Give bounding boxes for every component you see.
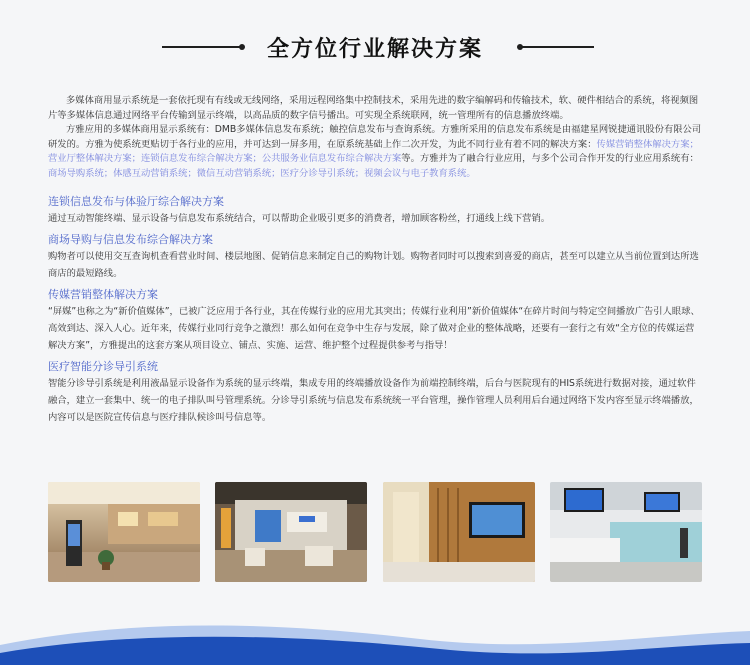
showroom-photo bbox=[215, 482, 367, 582]
section-chain-store bbox=[48, 193, 702, 227]
section-body: “屏媒”也称之为“新价值媒体”，已被广泛应用于各行业，其在传媒行业的应用尤其突出；传媒行业利用”新价值媒体“在碎片时间与特定空间播放广告引人眼球、高效到达、深入人心。近年来，传媒行业同行竞争之激烈！那么如何在竞争中生存与发展，除了做对企业的整体战略，还要有一套行之有效“全方位的传媒运营解决方案”，方雅提出的这套方案从项目设立、铺点、实施、运营、维护整个过程提供参考与指导！ bbox=[48, 306, 700, 351]
section-heading: 医疗智能分诊导引系统 bbox=[48, 360, 158, 373]
footer-wave bbox=[0, 605, 750, 665]
section-heading: 连锁信息发布与体验厅综合解决方案 bbox=[48, 195, 224, 208]
section-medical-guide bbox=[48, 358, 702, 426]
section-mall-guide bbox=[48, 231, 702, 282]
section-media-marketing bbox=[48, 286, 702, 354]
intro-text-b: 等。方雅并为了融合行业应用，与多个公司合作开发的行业应用系统有： bbox=[401, 153, 699, 164]
intro-text-a: 方雅应用的多媒体商用显示系统有：DMB多媒体信息发布系统；触控信息发布与查询系统。方雅所采用的信息发布系统是由福建星网锐捷通讯股份有限公司研发的。方雅为使系统更贴切于各行业的应用，并可达到一屏多用，在原系统基础上作二次开发，为此不同行业有着不同的解决方案： bbox=[48, 124, 702, 150]
mall-photo bbox=[48, 482, 200, 582]
title-decoration-right bbox=[520, 46, 594, 48]
store-photo bbox=[383, 482, 535, 582]
section-body: 智能分诊导引系统是利用液晶显示设备作为系统的显示终端，集成专用的终端播放设备作为前端控制终端，后台与医院现有的HIS系统进行数据对接，通过软件融合，建立一套集中、统一的电子排队叫号管理系统。分诊导引系统与信息发布系统统一平台管理，操作管理人员利用后台通过网络下发内容至显示终端播放，内容可以是医院宣传信息与医疗排队候诊叫号信息等。 bbox=[48, 378, 699, 423]
intro-paragraph-1: 多媒体商用显示系统是一套依托现有有线或无线网络，采用远程网络集中控制技术，采用先进的数字编解码和传输技术，软、硬件相结合的系统，将视频图片等多媒体信息通过网络平台传输到显示终端，以高品质的数字信号播出。可实现全系统联网，统一管理所有的信息播放终端。 bbox=[48, 95, 699, 121]
title-bar bbox=[0, 32, 750, 72]
intro-highlight-solutions: 传媒营销整体解决方案；营业厅整体解决方案；连锁信息发布综合解决方案；公共服务业信息发布综合解决方案 bbox=[48, 138, 699, 164]
section-body: 购物者可以使用交互查询机查看营业时间、楼层地图、促销信息来制定自己的购物计划。购物者同时可以搜索到喜爱的商店，甚至可以建立从当前位置到达所选商店的最短路线。 bbox=[48, 251, 699, 279]
intro-paragraph-2 bbox=[48, 123, 702, 181]
main-content bbox=[48, 94, 702, 426]
photo-gallery bbox=[48, 482, 702, 582]
hospital-photo bbox=[550, 482, 702, 582]
section-body: 通过互动智能终端、显示设备与信息发布系统结合，可以帮助企业吸引更多的消费者，增加顾客粉丝，打通线上线下营销。 bbox=[48, 213, 551, 224]
intro-highlight-systems: 商场导购系统；体感互动营销系统；微信互动营销系统；医疗分诊导引系统；视频会议与电子教育系统。 bbox=[48, 167, 476, 179]
page-title: 全方位行业解决方案 bbox=[266, 37, 483, 62]
section-heading: 传媒营销整体解决方案 bbox=[48, 288, 158, 301]
section-heading: 商场导购与信息发布综合解决方案 bbox=[48, 233, 213, 246]
